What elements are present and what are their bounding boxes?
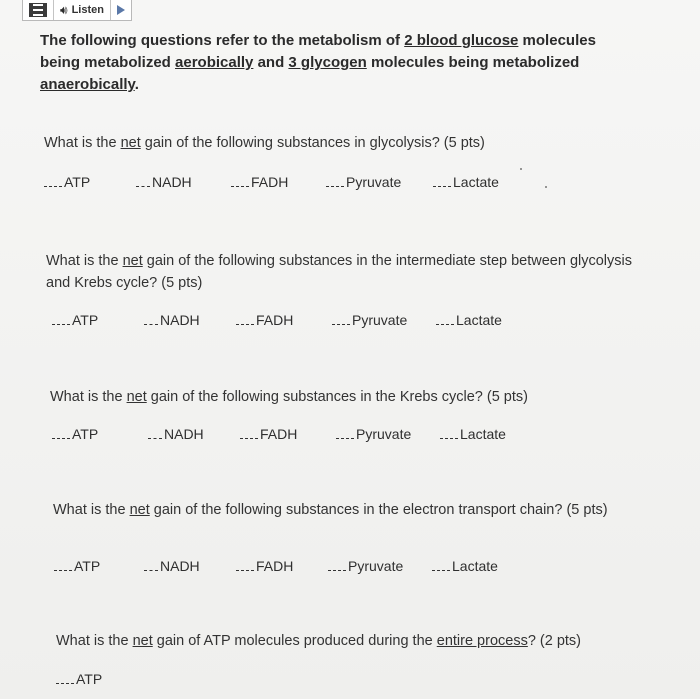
answer-nadh[interactable]: NADH	[144, 312, 236, 328]
blood-glucose-term: 2 blood glucose	[404, 32, 519, 49]
play-button[interactable]	[111, 0, 131, 20]
net-term: net	[122, 253, 143, 269]
answer-fadh[interactable]: FADH	[236, 558, 328, 574]
aerobically-term: aerobically	[175, 54, 254, 71]
answer-pyruvate[interactable]: Pyruvate	[336, 426, 440, 442]
answer-nadh[interactable]: NADH	[148, 426, 240, 442]
glycogen-term: 3 glycogen	[288, 54, 367, 71]
answer-atp[interactable]: ATP	[56, 671, 102, 687]
intro-text: The following questions refer to the metabolism of 2 blood glucose molecules being metabolized aerobically and 3 glycogen molecules being metabolized anaerobically.	[40, 32, 596, 93]
net-term: net	[129, 502, 150, 518]
anaerobically-term: anaerobically	[40, 76, 135, 93]
net-term: net	[120, 135, 141, 151]
answer-lactate[interactable]: Lactate	[432, 558, 498, 574]
play-icon	[117, 5, 125, 15]
answers-entire-process	[56, 671, 102, 687]
net-term: net	[126, 389, 147, 405]
answer-lactate[interactable]: Lactate	[433, 174, 499, 190]
menu-button[interactable]	[23, 0, 54, 20]
answers-glycolysis	[44, 174, 499, 190]
answer-atp[interactable]: ATP	[52, 312, 144, 328]
question-intermediate-step: What is the net gain of the following substances in the intermediate step between glycolysis and Krebs cycle? (5 pts)	[46, 253, 632, 291]
answer-atp[interactable]: ATP	[54, 558, 144, 574]
speaker-icon: 🔊︎	[60, 2, 68, 17]
question-krebs-cycle: What is the net gain of the following substances in the Krebs cycle? (5 pts)	[50, 389, 528, 405]
answer-nadh[interactable]: NADH	[144, 558, 236, 574]
question-glycolysis: What is the net gain of the following substances in glycolysis? (5 pts)	[44, 135, 485, 151]
answer-fadh[interactable]: FADH	[236, 312, 332, 328]
stray-mark	[545, 186, 547, 188]
answer-lactate[interactable]: Lactate	[440, 426, 506, 442]
stray-mark	[520, 168, 522, 170]
answer-pyruvate[interactable]: Pyruvate	[332, 312, 436, 328]
reader-toolbar	[22, 0, 132, 21]
answer-fadh[interactable]: FADH	[240, 426, 336, 442]
answers-intermediate-step	[52, 312, 502, 328]
answers-electron-transport-chain	[54, 558, 498, 574]
question-entire-process: What is the net gain of ATP molecules produced during the entire process? (2 pts)	[56, 633, 582, 649]
entire-process-term: entire process	[436, 633, 528, 649]
question-electron-transport-chain: What is the net gain of the following substances in the electron transport chain? (5 pts)	[53, 502, 608, 518]
answer-atp[interactable]: ATP	[52, 426, 148, 442]
answer-pyruvate[interactable]: Pyruvate	[328, 558, 432, 574]
listen-button[interactable]	[54, 0, 111, 20]
answer-nadh[interactable]: NADH	[136, 174, 231, 190]
menu-icon	[29, 3, 47, 17]
answer-atp[interactable]: ATP	[44, 174, 136, 190]
net-term: net	[132, 633, 153, 649]
answers-krebs-cycle	[52, 426, 506, 442]
listen-label: Listen	[71, 4, 104, 16]
answer-pyruvate[interactable]: Pyruvate	[326, 174, 433, 190]
answer-lactate[interactable]: Lactate	[436, 312, 502, 328]
answer-fadh[interactable]: FADH	[231, 174, 326, 190]
